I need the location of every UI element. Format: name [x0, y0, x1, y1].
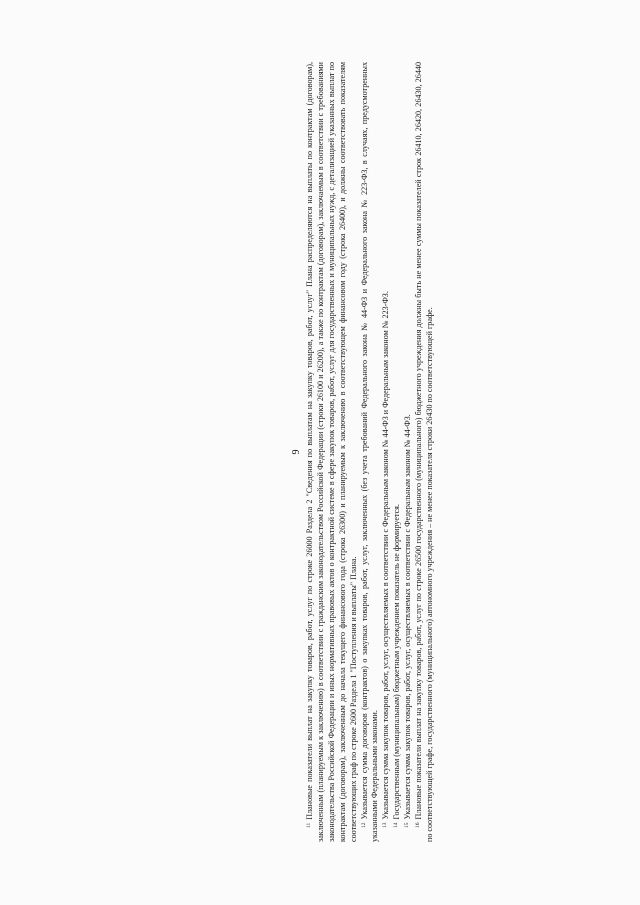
footnote-marker: 15	[404, 822, 411, 828]
footnote-14	[392, 62, 403, 842]
footnote-12	[360, 62, 382, 842]
footnote-16	[414, 62, 436, 842]
footnote-marker: 11	[306, 822, 312, 828]
footnotes	[305, 62, 436, 842]
page-number: 9	[291, 449, 302, 455]
footnote-marker: 16	[415, 822, 422, 828]
footnote-text: Указывается сумма закупок товаров, работ, услуг, осуществляемых в соответствии с Федеральным законом № 44-ФЗ и Федеральным законом № 223-ФЗ.	[381, 291, 391, 820]
footnote-marker: 12	[360, 822, 367, 828]
footnote-text: Плановые показатели выплат на закупку товаров, работ, услуг по строке 26500 государственного (муниципального) бюджетного учреждения должны быть не менее суммы показателей строк 26410, 26420, 26430, 26440 по соответствующей графе, государственного (муниципального) автономного учреждения – не менее показателя строки 26430 по соответствующей графе.	[414, 62, 434, 842]
footnote-marker: 14	[393, 822, 400, 828]
footnote-11	[305, 62, 360, 842]
footnote-13	[381, 62, 392, 842]
footnote-text: Плановые показатели выплат на закупку товаров, работ, услуг по строке 26000 Раздела 2 "Сведения по выплатам на закупку товаров, работ, услуг" Плана распределяются на выплаты по контрактам (договорам), заключенным (планируемым к заключению) в соответствии с гражданским законодательством Российской Федерации (строки 26100 и 26200), а также по контрактам (договорам), заключаемым в соответствии с требованиями законодательства Российской Федерации и иных нормативных правовых актов о контрактной системе в сфере закупок товаров, работ, услуг для государственных и муниципальных нужд, с детализацией указанных выплат по контрактам (договорам), заключенным до начала текущего финансового года (строка 26300) и планируемым к заключению в соответствующем финансовом году (строка 26400), и должны соответствовать показателям соответствующих граф по строке 2600 Раздела 1 "Поступления и выплаты" Плана.	[305, 62, 358, 842]
footnote-text: Указывается сумма договоров (контрактов) о закупках товаров, работ, услуг, заключенных (без учета требований Федерального закона № 44-ФЗ и Федерального закона № 223-ФЗ, в случаях, предусмотренных указанными Федеральными законами.	[359, 62, 380, 842]
footnote-15	[403, 62, 414, 842]
rotated-content	[291, 62, 491, 842]
footnote-text: Указывается сумма закупок товаров, работ, услуг, осуществляемых в соответствии с Федеральным законом № 44-ФЗ.	[403, 414, 413, 820]
footnote-text: Государственным (муниципальным) бюджетным учреждением показатель не формируется.	[392, 504, 402, 820]
footnote-marker: 13	[382, 822, 389, 828]
